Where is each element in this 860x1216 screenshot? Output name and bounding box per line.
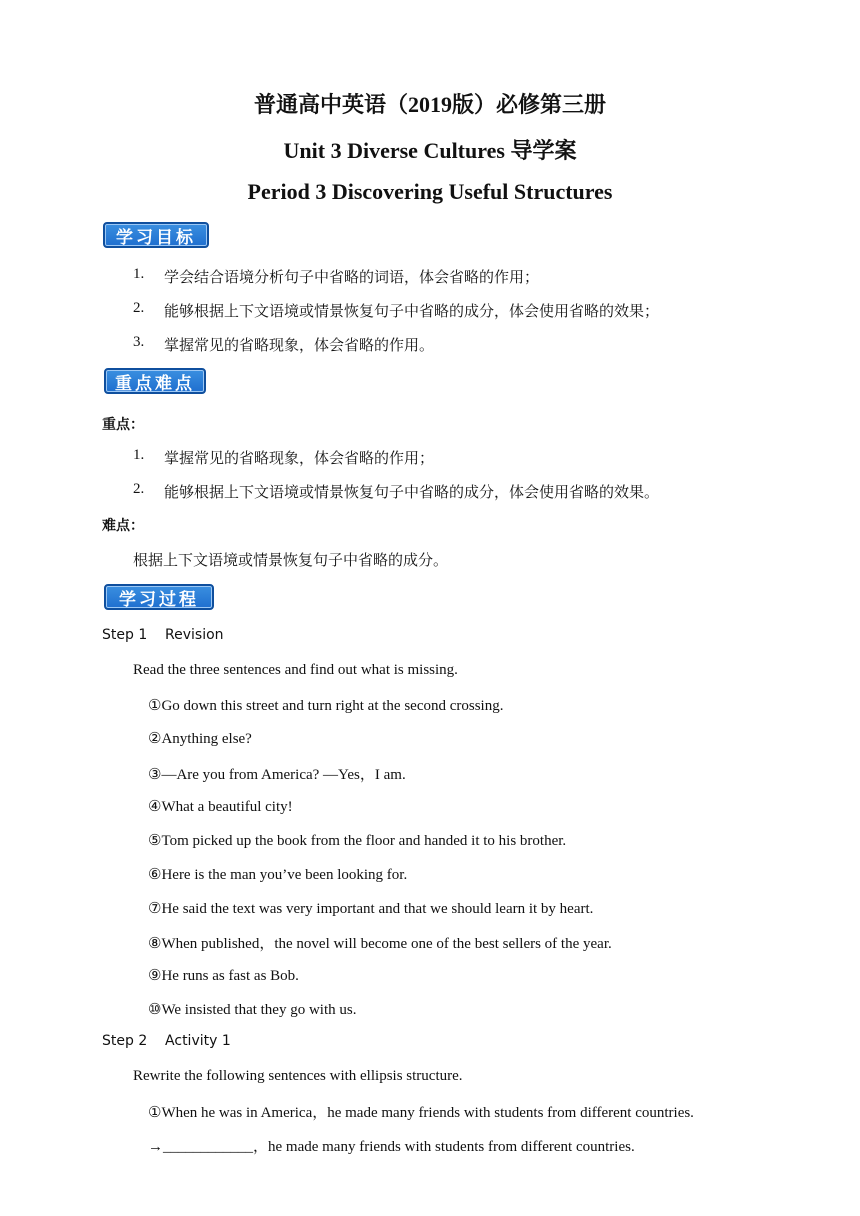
list-item: ①Go down this street and turn right at the second crossing.	[148, 698, 504, 714]
list-item: ⑤Tom picked up the book from the floor and handed it to his brother.	[148, 833, 567, 849]
list-item: ⑦He said the text was very important and that we should learn it by heart.	[148, 901, 594, 917]
objectives-badge: 学习目标	[103, 222, 209, 248]
key-points-badge: 重点难点	[104, 368, 206, 394]
step1-instruction: Read the three sentences and find out what is missing.	[133, 662, 458, 678]
period-title: Period 3 Discovering Useful Structures	[247, 179, 613, 204]
step2-line: →____________，he made many friends with students from different countries.	[148, 1139, 635, 1155]
list-item: ②Anything else?	[148, 731, 252, 747]
step1-heading: Step 1 Revision	[102, 627, 224, 643]
list-item: ④What a beautiful city!	[148, 799, 293, 815]
list-item: ③—Are you from America? —Yes，I am.	[148, 767, 406, 783]
unit-title: Unit 3 Diverse Cultures 导学案	[283, 138, 577, 163]
list-item: ⑩We insisted that they go with us.	[148, 1002, 357, 1018]
page-title: 普通高中英语（2019版）必修第三册	[253, 92, 606, 117]
process-badge: 学习过程	[104, 584, 214, 610]
list-item: ⑨He runs as fast as Bob.	[148, 968, 299, 984]
key-label: 重点：	[102, 417, 144, 433]
list-item: ⑥Here is the man you’ve been looking for.	[148, 867, 408, 883]
list-item: ⑧When published，the novel will become one of the best sellers of the year.	[148, 936, 612, 952]
difficulty-label: 难点：	[102, 518, 144, 534]
step2-instruction: Rewrite the following sentences with ellipsis structure.	[133, 1068, 463, 1084]
step2-line: ①When he was in America，he made many friends with students from different countries.	[148, 1105, 694, 1121]
difficulty-text: 根据上下文语境或情景恢复句子中省略的成分。	[133, 553, 449, 569]
step2-heading: Step 2 Activity 1	[102, 1033, 231, 1049]
